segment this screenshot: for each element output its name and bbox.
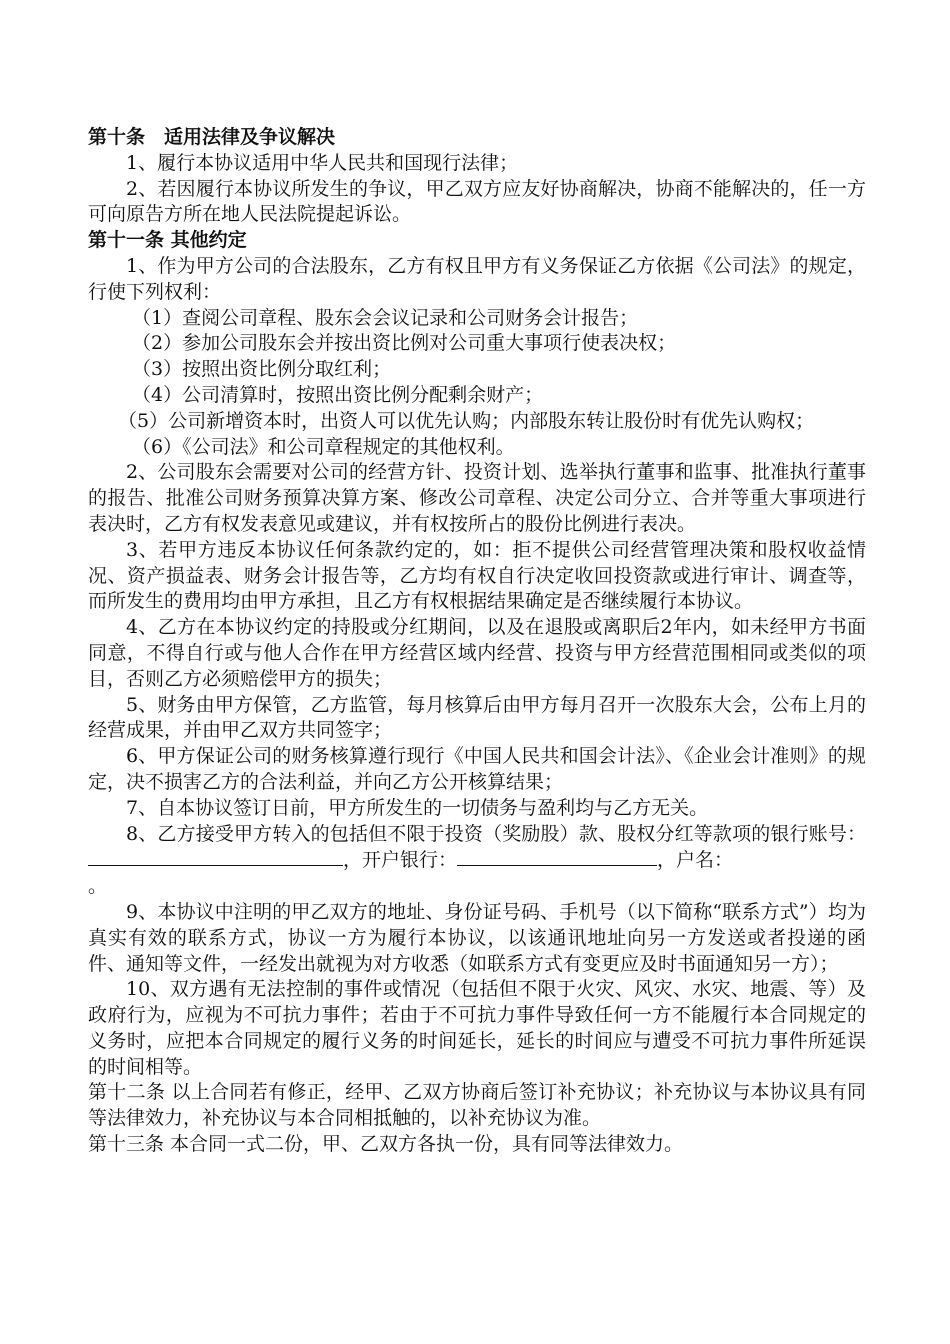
contract-page (88, 125, 866, 1158)
bank-name-blank (457, 847, 657, 866)
clause-8-end: 。 (88, 875, 108, 898)
article-11-clause-4: 4、乙方在本协议约定的持股或分红期间，以及在退股或离职后2年内，如未经甲方书面同意，不得自行或与他人合作在甲方经营区域内经营、投资与甲方经营范围相同或类似的项目，否则乙方必须赔偿甲方的损失； (88, 616, 866, 690)
article-11-heading: 第十一条 其他约定 (88, 229, 247, 252)
article-11-clause-7: 7、自本协议签订日前，甲方所发生的一切债务与盈利均与乙方无关。 (126, 796, 709, 819)
bank-account-blank (88, 847, 343, 866)
right-item-5: （5）公司新增资本时，出资人可以优先认购；内部股东转让股份时有优先认购权； (118, 409, 815, 432)
account-name-label: ，户名： (657, 849, 734, 872)
article-10-clause-2: 2、若因履行本协议所发生的争议，甲乙双方应友好协商解决，协商不能解决的，任一方可向原告方所在地人民法院提起诉讼。 (88, 177, 866, 226)
article-11-clause-5: 5、财务由甲方保管，乙方监管，每月核算后由甲方每月召开一次股东大会，公布上月的经营成果，并由甲乙双方共同签字； (88, 693, 866, 742)
article-10-clause-1: 1、履行本协议适用中华人民共和国现行法律； (126, 151, 519, 174)
article-11-clause-10: 10、双方遇有无法控制的事件或情况（包括但不限于火灾、风灾、水灾、地震、等）及政府行为，应视为不可抗力事件；若由于不可抗力事件导致任何一方不能履行本合同规定的义务时，应把本合同规定的履行义务的时间延长，延长的时间应与遭受不可抗力事件所延误的时间相等。 (88, 978, 866, 1078)
clause-8-text: 8、乙方接受甲方转入的包括但不限于投资（奖励股）款、股权分红等款项的银行账号： (126, 822, 866, 845)
article-12: 第十二条 以上合同若有修正，经甲、乙双方协商后签订补充协议；补充协议与本协议具有同等法律效力，补充协议与本合同相抵触的，以补充协议为准。 (88, 1081, 866, 1130)
article-11-clause-8 (88, 822, 866, 900)
bank-label: ，开户银行： (343, 849, 458, 872)
article-11-clause-3: 3、若甲方违反本协议任何条款约定的，如：拒不提供公司经营管理决策和股权收益情况、资产损益表、财务会计报告等，乙方均有权自行决定收回投资款或进行审计、调查等，而所发生的费用均由甲方承担，且乙方有权根据结果确定是否继续履行本协议。 (88, 538, 866, 613)
article-11-clause-1: 1、作为甲方公司的合法股东，乙方有权且甲方有义务保证乙方依据《公司法》的规定，行使下列权利： (88, 254, 866, 303)
right-item-1: （1）查阅公司章程、股东会会议记录和公司财务会计报告； (132, 306, 639, 329)
article-13: 第十三条 本合同一式二份，甲、乙双方各执一份，具有同等法律效力。 (88, 1133, 684, 1156)
right-item-2: （2）参加公司股东会并按出资比例对公司重大事项行使表决权； (132, 332, 677, 355)
right-item-3: （3）按照出资比例分取红利； (132, 358, 392, 381)
article-11-clause-9: 9、本协议中注明的甲乙双方的地址、身份证号码、手机号（以下简称“联系方式”）均为真实有效的联系方式，协议一方为履行本协议，以该通讯地址向另一方发送或者投递的函件、通知等文件，一经发出就视为对方收悉（如联系方式有变更应及时书面通知另一方）； (88, 900, 866, 975)
right-item-6: （6）《公司法》和公司章程规定的其他权利。 (132, 435, 515, 458)
article-11-clause-6: 6、甲方保证公司的财务核算遵行现行《中国人民共和国会计法》、《企业会计准则》的规定，决不损害乙方的合法利益，并向乙方公开核算结果； (88, 745, 866, 793)
article-11-clause-2: 2、公司股东会需要对公司的经营方针、投资计划、选举执行董事和监事、批准执行董事的报告、批准公司财务预算决算方案、修改公司章程、决定公司分立、合并等重大事项进行表决时，乙方有权发表意见或建议，并有权按所占的股份比例进行表决。 (88, 461, 866, 535)
article-10-heading: 第十条 适用法律及争议解决 (88, 126, 336, 148)
right-item-4: （4）公司清算时，按照出资比例分配剩余财产； (132, 383, 544, 406)
